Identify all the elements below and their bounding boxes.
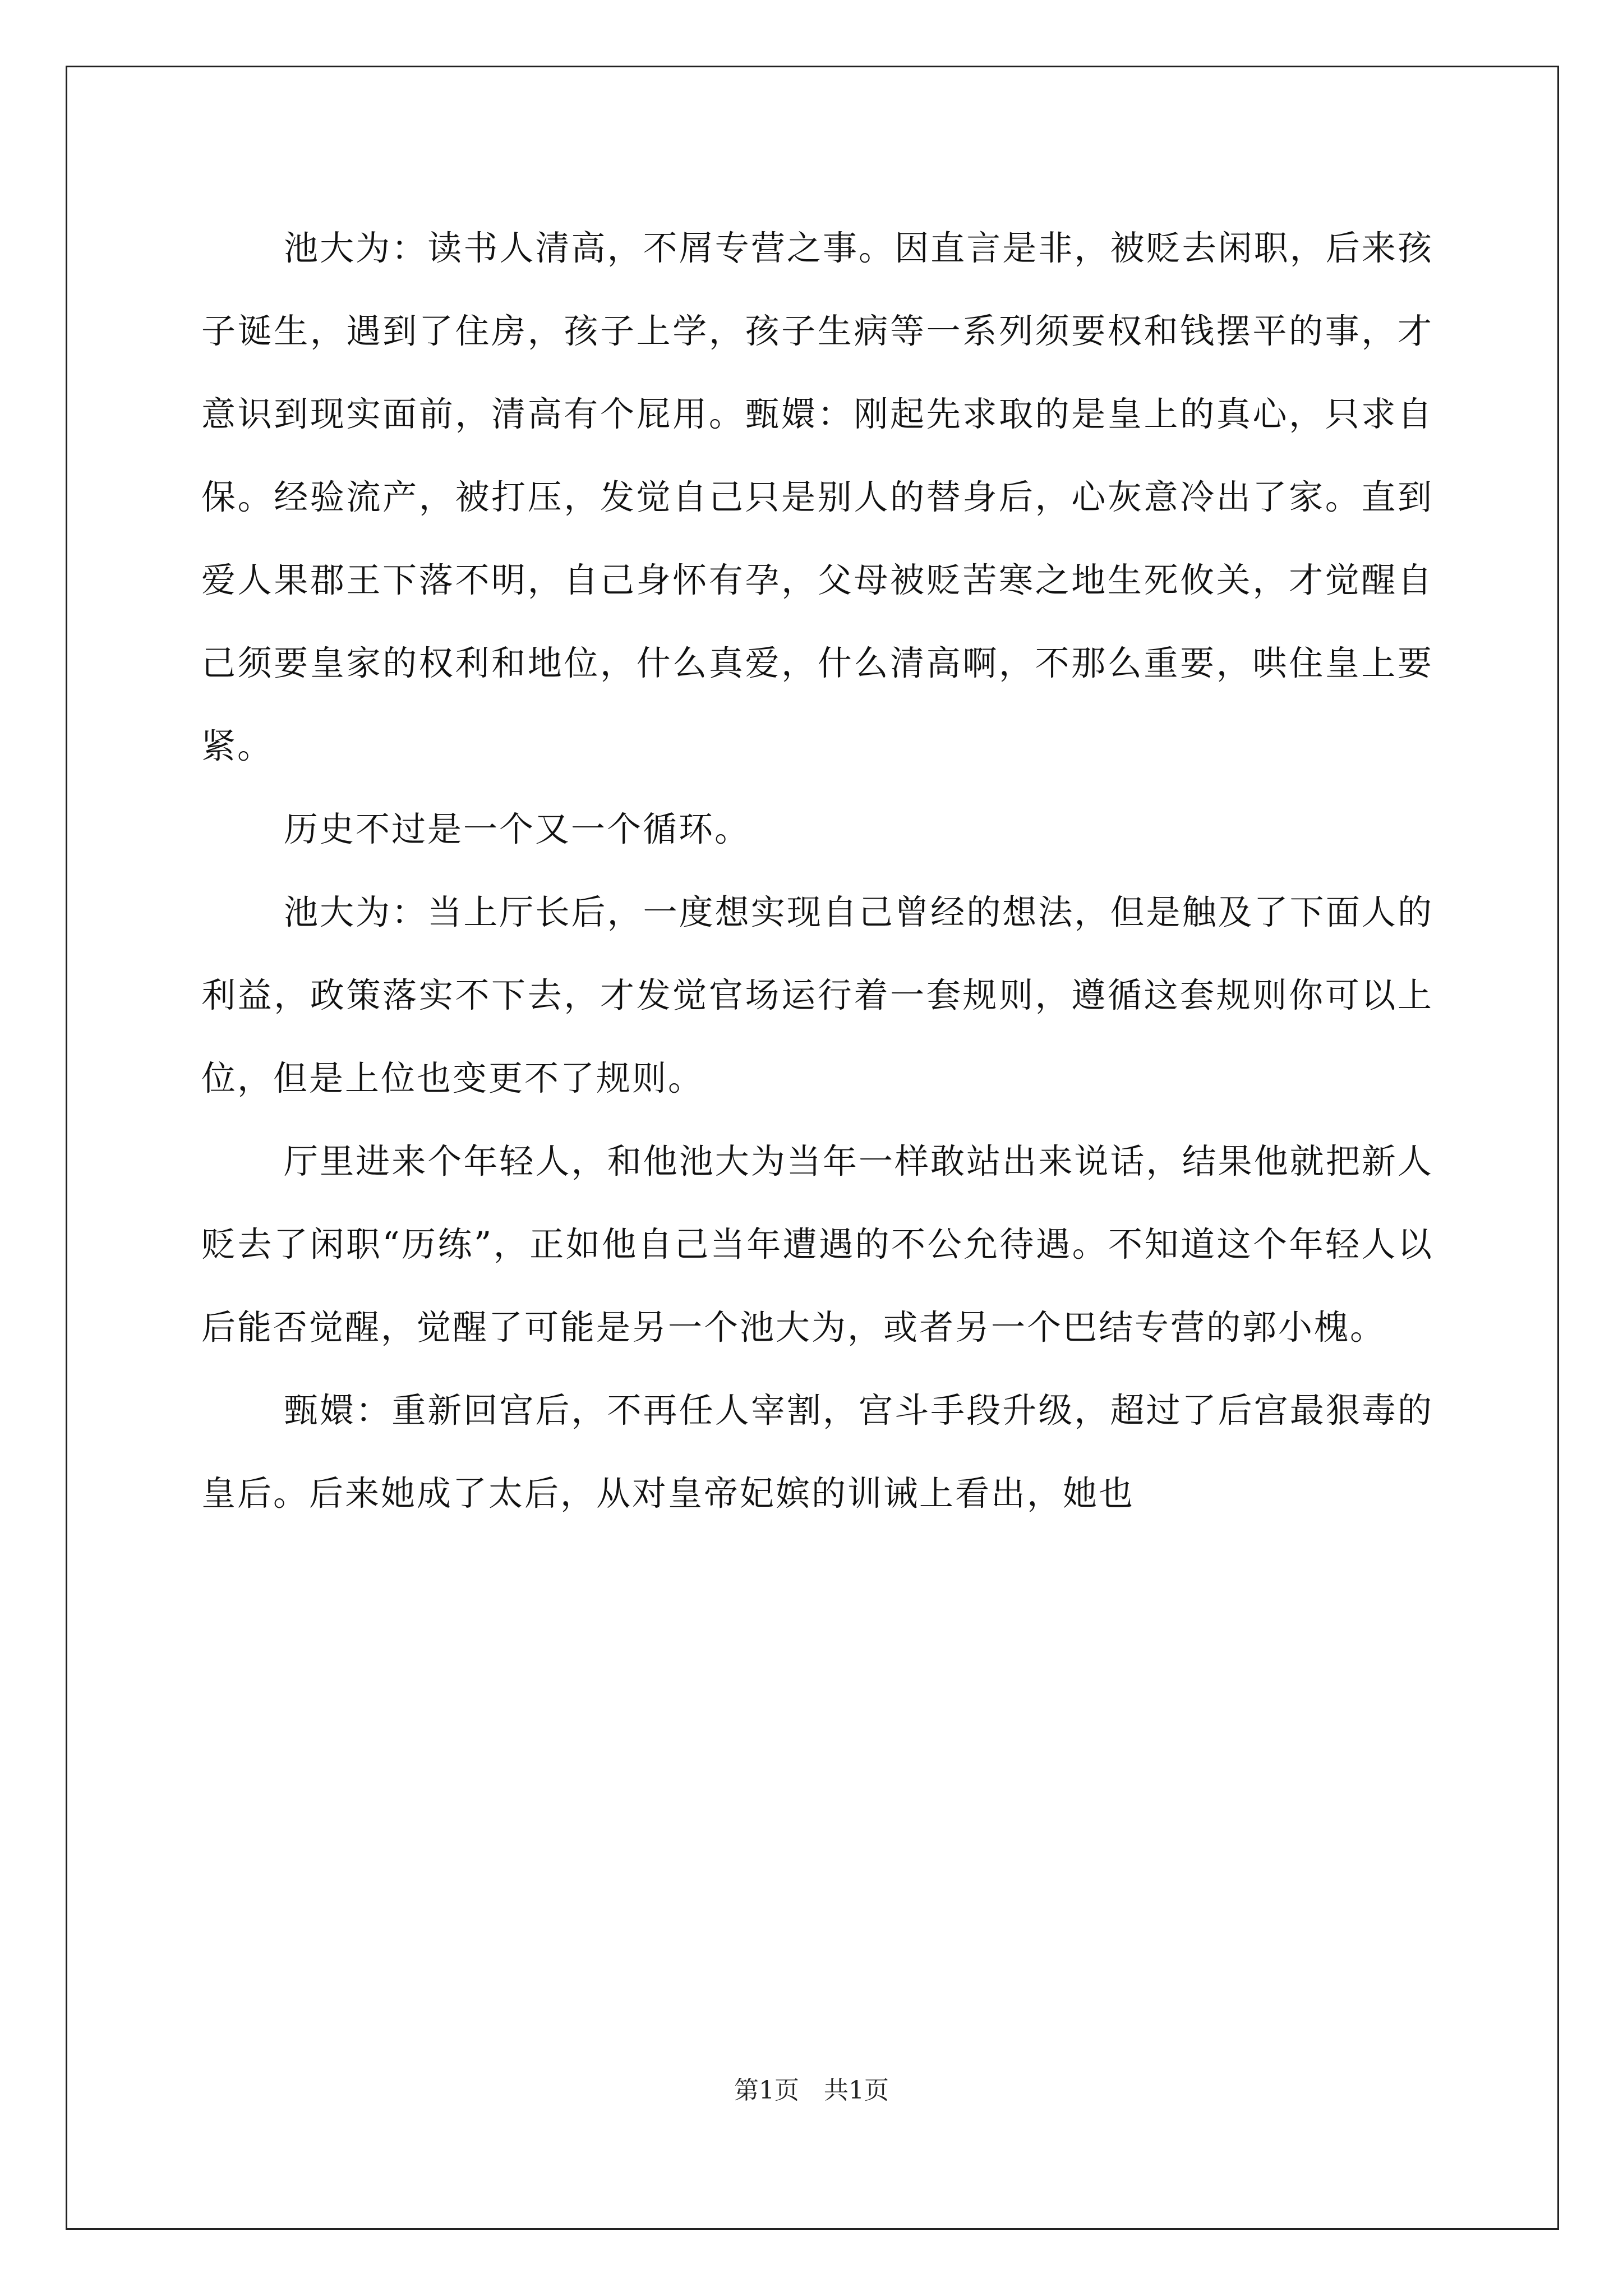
paragraph: 厅里进来个年轻人，和他池大为当年一样敢站出来说话，结果他就把新人贬去了闲职“历练”，正如他自己当年遭遇的不公允待遇。不知道这个年轻人以后能否觉醒，觉醒了可能是另一个池大为，或者另一个巴结专营的郭小槐。 bbox=[201, 1142, 1433, 1347]
document-body bbox=[201, 207, 1433, 1535]
paragraph: 池大为：当上厅长后，一度想实现自己曾经的想法，但是触及了下面人的利益，政策落实不下去，才发觉官场运行着一套规则，遵循这套规则你可以上位，但是上位也变更不了规则。 bbox=[201, 892, 1433, 1098]
paragraph: 甄嬛：重新回宫后，不再任人宰割，宫斗手段升级，超过了后宫最狠毒的皇后。后来她成了太后，从对皇帝妃嫔的训诫上看出，她也 bbox=[201, 1391, 1433, 1513]
page-number-footer: 第1页 共1页 bbox=[734, 2076, 889, 2105]
paragraph: 池大为：读书人清高，不屑专营之事。因直言是非，被贬去闲职，后来孩子诞生，遇到了住房，孩子上学，孩子生病等一系列须要权和钱摆平的事，才意识到现实面前，清高有个屁用。甄嬛：刚起先求取的是皇上的真心，只求自保。经验流产，被打压，发觉自己只是别人的替身后，心灰意冷出了家。直到爱人果郡王下落不明，自己身怀有孕，父母被贬苦寒之地生死攸关，才觉醒自己须要皇家的权利和地位，什么真爱，什么清高啊，不那么重要，哄住皇上要紧。 bbox=[201, 228, 1433, 766]
paragraph: 历史不过是一个又一个循环。 bbox=[284, 809, 751, 849]
